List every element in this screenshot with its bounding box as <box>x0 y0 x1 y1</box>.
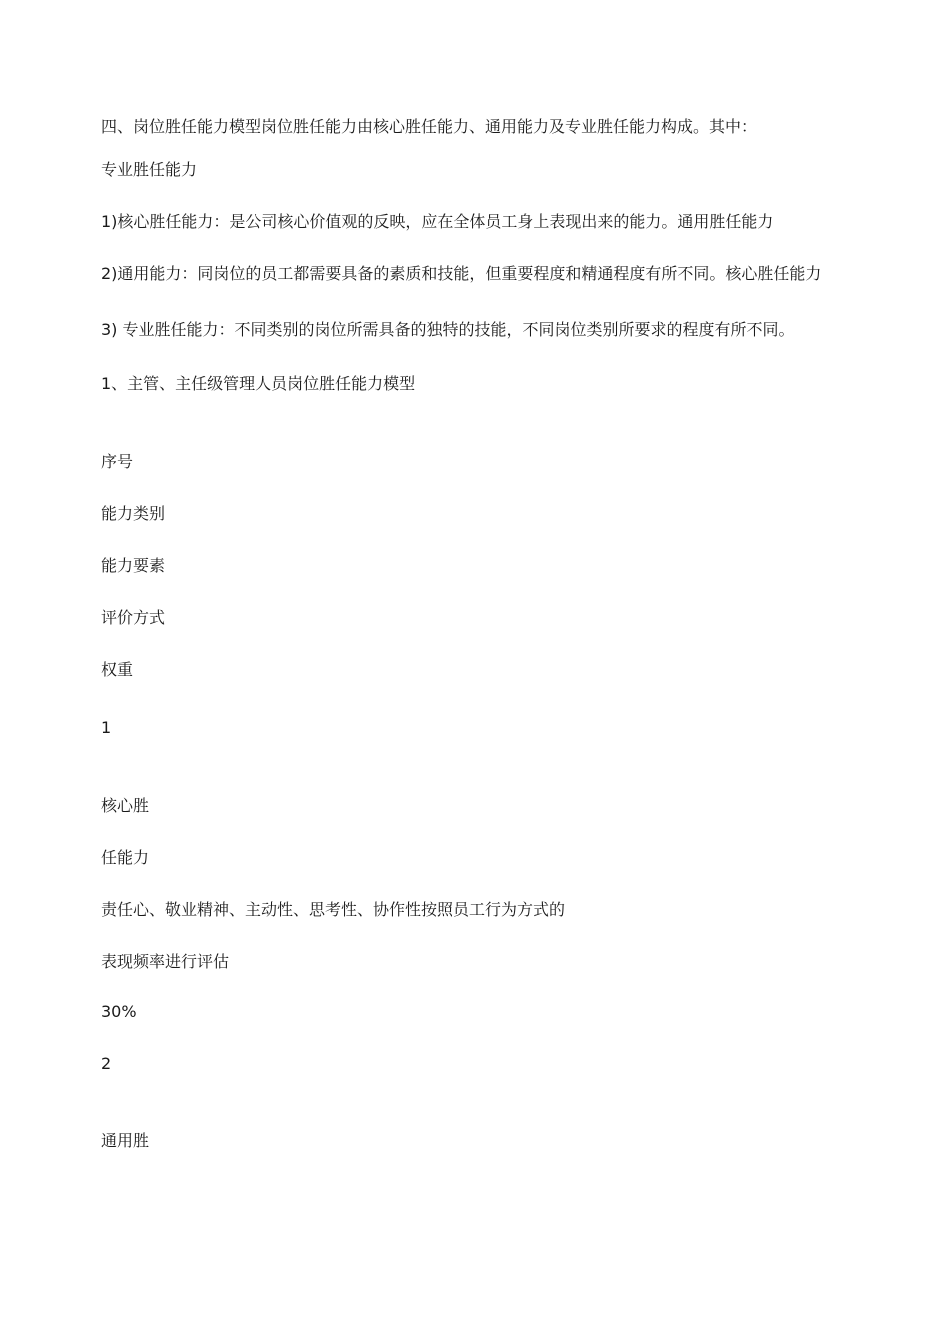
table-header-elements: 能力要素 <box>101 556 166 575</box>
row-1-category-line1: 核心胜 <box>101 796 150 815</box>
section-heading: 四、岗位胜任能力模型岗位胜任能力由核心胜任能力、通用能力及专业胜任能力构成。其中： <box>101 117 758 136</box>
paragraph-text: 专业胜任能力 <box>101 160 198 179</box>
row-1-weight: 30% <box>101 1002 137 1021</box>
row-2-index: 2 <box>101 1054 112 1073</box>
paragraph-general-competency: 2)通用能力：同岗位的员工都需要具备的素质和技能，但重要程度和精通程度有所不同。核心胜任能力 <box>101 264 822 283</box>
row-2-category-line1: 通用胜 <box>101 1131 150 1150</box>
paragraph-professional-competency: 3) 专业胜任能力：不同类别的岗位所需具备的独特的技能，不同岗位类别所要求的程度有所不同。 <box>101 320 795 339</box>
table-header-index: 序号 <box>101 452 134 471</box>
row-1-elements-line1: 责任心、敬业精神、主动性、思考性、协作性按照员工行为方式的 <box>101 900 566 919</box>
table-header-weight: 权重 <box>101 660 134 679</box>
row-1-category-line2: 任能力 <box>101 848 150 867</box>
subsection-heading: 1、主管、主任级管理人员岗位胜任能力模型 <box>101 374 416 393</box>
row-1-elements-line2: 表现频率进行评估 <box>101 952 230 971</box>
table-header-evaluation: 评价方式 <box>101 608 166 627</box>
row-1-index: 1 <box>101 718 112 737</box>
paragraph-core-competency: 1)核心胜任能力：是公司核心价值观的反映，应在全体员工身上表现出来的能力。通用胜任能力 <box>101 212 774 231</box>
table-header-category: 能力类别 <box>101 504 166 523</box>
